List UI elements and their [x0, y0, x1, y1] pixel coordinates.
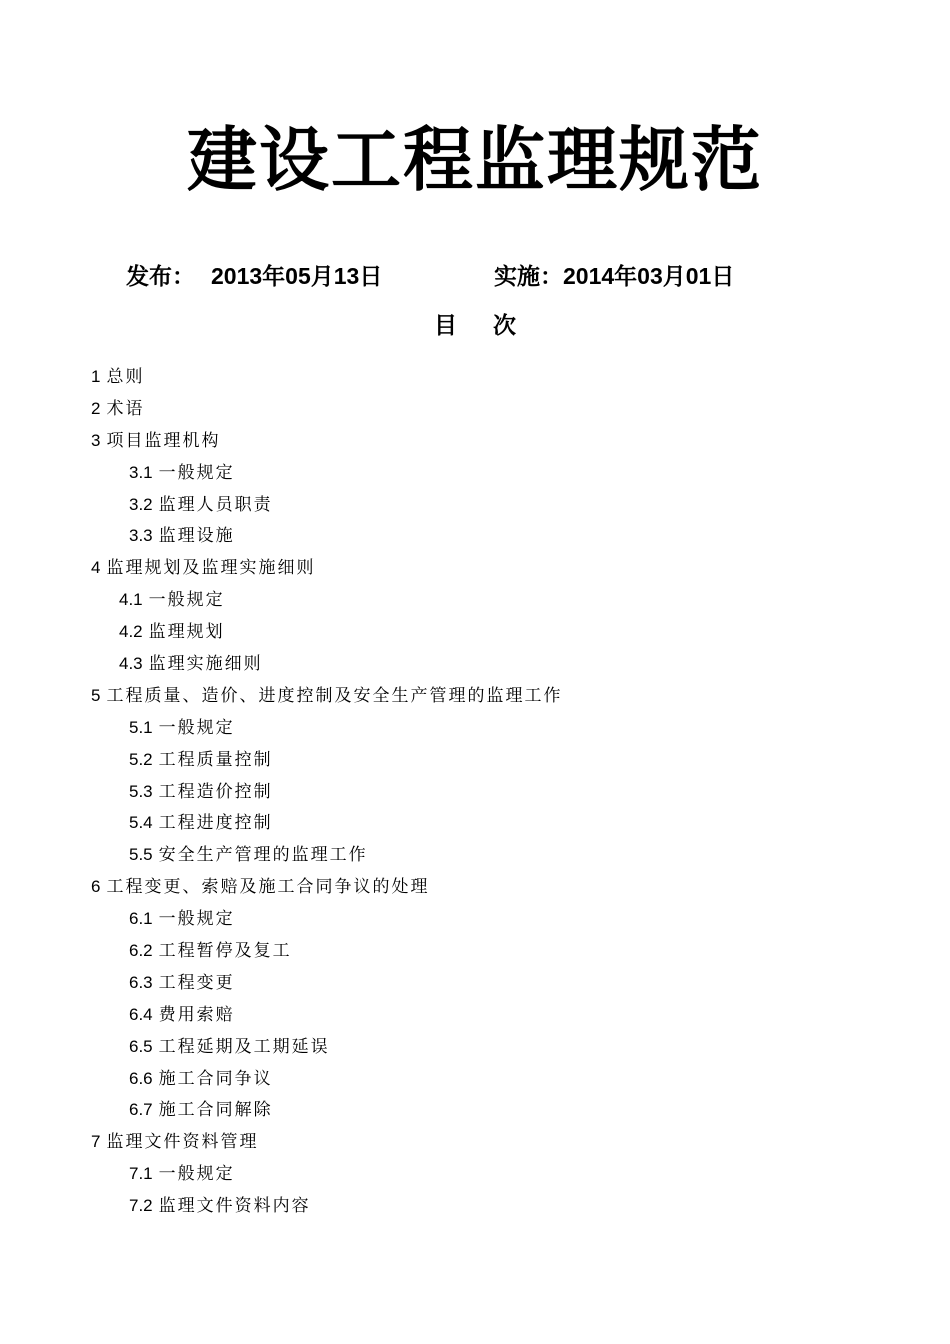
- toc-item: [91, 1190, 911, 1222]
- toc-item-text: 工程质量控制: [158, 749, 273, 770]
- toc-item-text: 安全生产管理的监理工作: [158, 845, 368, 866]
- document-title: 建设工程监理规范: [187, 118, 763, 201]
- toc-item: [91, 967, 911, 999]
- publish-date: 2013年05月13日: [211, 263, 383, 289]
- toc-item-number: 4.2: [119, 622, 143, 642]
- toc-item: [91, 1063, 911, 1095]
- toc-item-text: 监理设施: [158, 526, 235, 547]
- toc-item-number: 6.5: [129, 1036, 153, 1056]
- toc-item-text: 一般规定: [158, 1164, 235, 1185]
- toc-item: [91, 744, 911, 776]
- toc-item-text: 一般规定: [158, 462, 235, 483]
- toc-item-text: 施工合同解除: [158, 1100, 273, 1121]
- toc-item-number: 7: [91, 1132, 101, 1152]
- toc-item-number: 6.2: [129, 941, 153, 961]
- toc-item: [91, 776, 911, 808]
- toc-item-text: 监理实施细则: [148, 654, 263, 675]
- toc-item-number: 6.6: [129, 1068, 153, 1088]
- toc-item-number: 3.1: [129, 462, 153, 482]
- toc-item-text: 费用索赔: [158, 1004, 235, 1025]
- toc-title: 目次: [434, 312, 552, 339]
- toc-item: [91, 648, 911, 680]
- toc-item: [91, 871, 911, 903]
- toc-item-number: 6: [91, 877, 101, 897]
- toc-item-text: 监理文件资料内容: [158, 1196, 311, 1217]
- toc-item-number: 4.1: [119, 590, 143, 610]
- toc-item-number: 5.5: [129, 845, 153, 865]
- implement-date: 2014年03月01日: [563, 263, 735, 289]
- toc-item-text: 项目监理机构: [106, 430, 221, 451]
- toc-item: [91, 520, 911, 552]
- toc-item-text: 一般规定: [158, 909, 235, 930]
- toc-item-text: 监理规划及监理实施细则: [106, 558, 316, 579]
- toc-item-number: 2: [91, 398, 101, 418]
- publish-date-group: [126, 258, 382, 295]
- toc-item-number: 3.2: [129, 494, 153, 514]
- toc-item: [91, 361, 911, 393]
- toc-item-text: 工程进度控制: [158, 813, 273, 834]
- table-of-contents: [91, 361, 911, 1222]
- toc-item-number: 6.1: [129, 909, 153, 929]
- toc-item-number: 6.3: [129, 972, 153, 992]
- toc-item-text: 一般规定: [158, 717, 235, 738]
- toc-item-text: 工程延期及工期延误: [158, 1036, 330, 1057]
- implement-date-group: [494, 258, 734, 295]
- toc-item-text: 一般规定: [148, 590, 225, 611]
- toc-item: [91, 1126, 911, 1158]
- toc-item-text: 监理规划: [148, 622, 225, 643]
- toc-item: [91, 1031, 911, 1063]
- toc-item-number: 5.2: [129, 749, 153, 769]
- toc-item: [91, 903, 911, 935]
- toc-item-text: 术语: [106, 398, 145, 419]
- toc-item-number: 5.3: [129, 781, 153, 801]
- publish-label: 发布：: [126, 263, 195, 290]
- toc-item-number: 5: [91, 685, 101, 705]
- toc-item-text: 工程变更、索赔及施工合同争议的处理: [106, 877, 430, 898]
- toc-item: [91, 425, 911, 457]
- toc-item: [91, 584, 911, 616]
- toc-item: [91, 680, 911, 712]
- toc-item-number: 1: [91, 367, 101, 386]
- toc-item: [91, 552, 911, 584]
- toc-item: [91, 807, 911, 839]
- toc-item: [91, 1094, 911, 1126]
- toc-item-text: 监理人员职责: [158, 494, 273, 515]
- toc-item-text: 工程质量、造价、进度控制及安全生产管理的监理工作: [106, 685, 563, 706]
- toc-item-number: 6.7: [129, 1100, 153, 1120]
- date-line: [126, 258, 846, 294]
- toc-item-number: 6.4: [129, 1004, 153, 1024]
- toc-item-text: 总则: [106, 367, 145, 387]
- toc-item: [91, 712, 911, 744]
- toc-item: [91, 839, 911, 871]
- toc-item-number: 5.1: [129, 717, 153, 737]
- toc-item: [91, 393, 911, 425]
- toc-item-number: 7.1: [129, 1164, 153, 1184]
- toc-item-number: 5.4: [129, 813, 153, 833]
- toc-item-number: 4.3: [119, 654, 143, 674]
- toc-item-text: 施工合同争议: [158, 1068, 273, 1089]
- toc-item-number: 4: [91, 558, 101, 578]
- toc-item-number: 3: [91, 430, 101, 450]
- toc-item-number: 3.3: [129, 526, 153, 546]
- toc-item-text: 工程造价控制: [158, 781, 273, 802]
- toc-item: [91, 489, 911, 521]
- toc-item-text: 工程变更: [158, 972, 235, 993]
- toc-item: [91, 457, 911, 489]
- toc-item-text: 工程暂停及复工: [158, 941, 292, 962]
- toc-item: [91, 935, 911, 967]
- toc-item: [91, 999, 911, 1031]
- implement-label: 实施：: [494, 263, 563, 290]
- toc-item-number: 7.2: [129, 1196, 153, 1216]
- toc-item: [91, 616, 911, 648]
- toc-item: [91, 1158, 911, 1190]
- toc-item-text: 监理文件资料管理: [106, 1132, 259, 1153]
